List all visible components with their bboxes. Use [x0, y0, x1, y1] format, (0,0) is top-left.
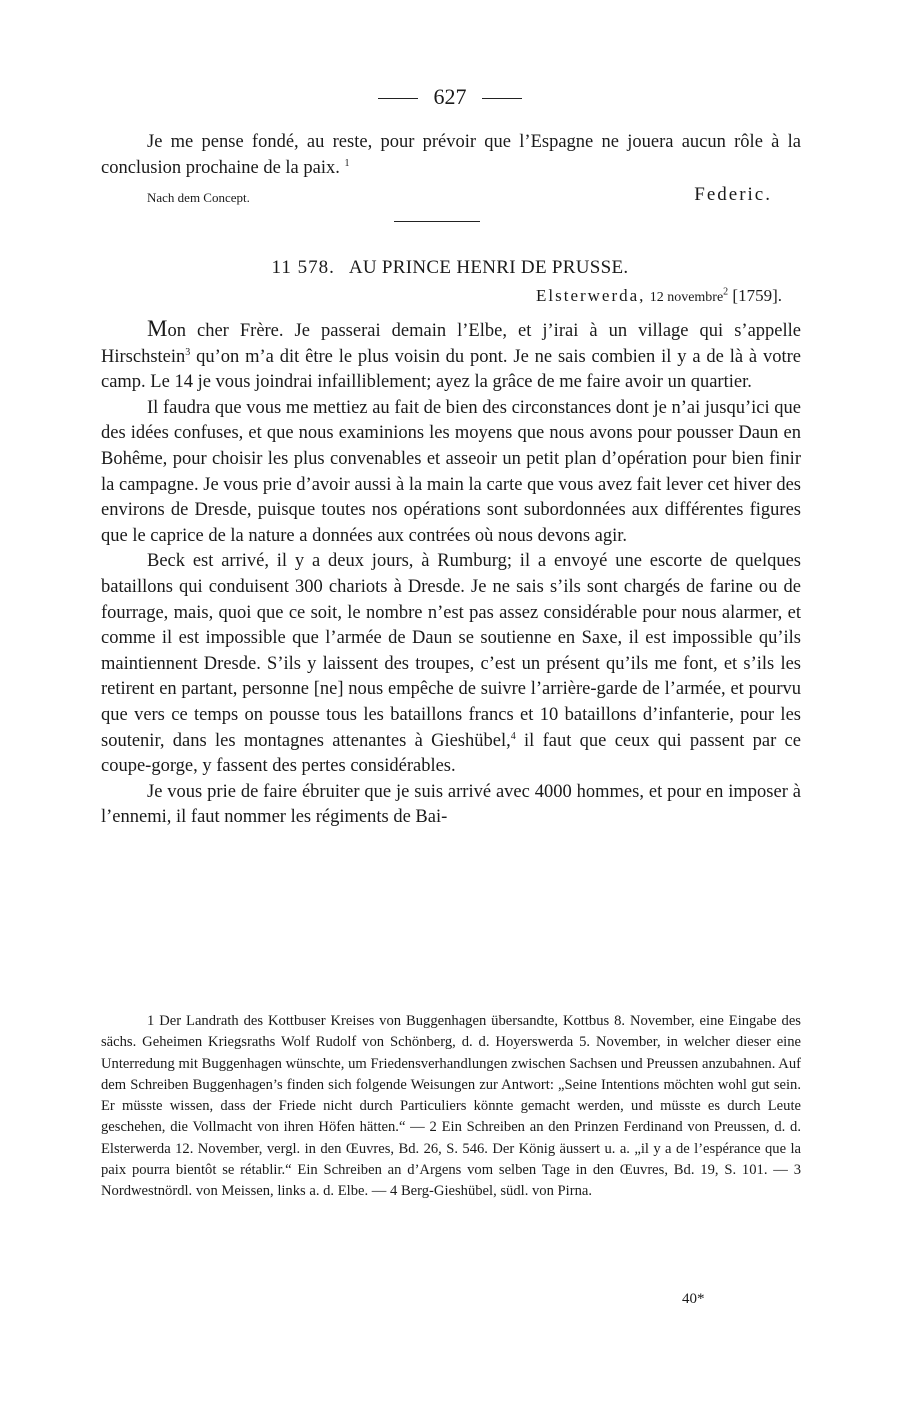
- paragraph: Je vous prie de faire ébruiter que je suis arrivé avec 4000 hommes, et pour en imposer à l’ennemi, il faut nommer les régiments de Bai-: [101, 781, 801, 828]
- page-header: [0, 84, 900, 110]
- footnotes: [101, 1011, 801, 1203]
- letter-dateline: [536, 286, 782, 306]
- initial-letter: M: [147, 316, 168, 341]
- signature: Federic.: [694, 184, 772, 205]
- letter-heading: [0, 257, 900, 279]
- source-note: Nach dem Concept.: [147, 190, 250, 205]
- paragraph: [101, 316, 801, 396]
- sheet-signature: 40*: [682, 1291, 705, 1307]
- letter-title: AU PRINCE HENRI DE PRUSSE.: [348, 257, 629, 278]
- footnote-mark: 1: [344, 157, 350, 169]
- paragraph-text: il faut que ceux qui passent par ce coupe-gorge, y fassent des pertes considérables.: [101, 730, 801, 777]
- footnote-mark: 3: [185, 346, 191, 358]
- paragraph-text: Beck est arrivé, il y a deux jours, à Rumburg; il a envoyé une escorte de quelques bataillons qui conduisent 300 chariots à Dresde. Je ne sais s’ils sont chargés de farine ou de fourrage, mais, quoi que ce soit, le nombre n’est pas assez considérable pour nous alarmer, et comme il est impossible que l’armée de Daun se soutienne en Saxe, il est impossible qu’ils maintiennent Dresde. S’ils y laissent des troupes, c’est un présent qu’ils me font, et s’ils les retirent en partant, personne [ne] nous empêche de suivre l’arrière-garde de l’armée, et pourvu que vers ce temps on pousse tous les bataillons francs et 10 bataillons d’infanterie, pour les soutenir, dans les montagnes attenantes à Gieshübel,: [101, 551, 801, 751]
- footnote-mark: 4: [510, 730, 516, 742]
- footnote-mark: 2: [723, 286, 729, 298]
- date-day-month: 12 novembre: [649, 290, 724, 305]
- paragraph: Il faudra que vous me mettiez au fait de bien des circonstances dont je n’ai jusqu’ici que des idées confuses, et que nous examinions les moyens que nous avons pour pousser Daun en Bohême, pour choisir les plus convenables et asseoir un petit plan d’opération pour bien finir la campagne. Je vous prie d’avoir aussi à la main la carte que vous avez fait lever cet hiver des environs de Dresde, puisque toutes nos opérations sont subordonnées aux différentes figures que le caprice de la nature a données aux contrées où nous devons agir.: [101, 397, 801, 546]
- letter-body: [101, 316, 801, 831]
- paragraph-text: qu’on m’a dit être le plus voisin du pont. Je ne sais combien il y a de là à votre camp. Le 14 je vous joindrai infailliblement; ayez la grâce de me faire avoir un quartier.: [101, 346, 801, 393]
- previous-letter-ending: [101, 130, 801, 181]
- paragraph: [101, 549, 801, 779]
- date-place: Elsterwerda,: [536, 286, 646, 305]
- header-rule-left: [378, 98, 418, 99]
- header-rule-right: [482, 98, 522, 99]
- page-number: 627: [433, 84, 467, 109]
- previous-letter-text: Je me pense fondé, au reste, pour prévoir que l’Espagne ne jouera aucun rôle à la conclusion prochaine de la paix.: [101, 132, 801, 178]
- section-divider: [394, 221, 480, 222]
- date-year: [1759].: [732, 286, 782, 305]
- letter-number: 11 578.: [271, 257, 335, 278]
- footnote-text: 1 Der Landrath des Kottbuser Kreises von Buggenhagen übersandte, Kottbus 8. November, eine Eingabe des sächs. Geheimen Kriegsraths Wolf Rudolf von Schönberg, d. d. Hoyerswerda 5. November, in welcher dieser eine Unterredung mit Buggenhagen wünschte, um Friedensverhandlungen zwischen Sachsen und Preussen anzubahnen. Auf dem Schreiben Buggenhagen’s finden sich folgende Weisungen zur Antwort: „Seine Intentions möchten wohl gut sein. Er müsste wissen, dass der Friede nicht durch Particuliers könnte gemacht werden, und müsste es durch Leute geschehen, die Vollmacht von ihren Höfen hätten.“ — 2 Ein Schreiben an den Prinzen Ferdinand von Preussen, d. d. Elsterwerda 12. November, vergl. in den Œuvres, Bd. 26, S. 546. Der König äussert u. a. „il y a de l’espérance que la paix pourra bientôt se rétablir.“ Ein Schreiben an d’Argens vom selben Tage in den Œuvres, Bd. 19, S. 101. — 3 Nordwestnördl. von Meissen, links a. d. Elbe. — 4 Berg-Gieshübel, südl. von Pirna.: [101, 1013, 801, 1200]
- paragraph-text: on cher Frère. Je passerai demain l’Elbe, et j’irai à un village qui s’appelle Hirschstein: [101, 321, 801, 367]
